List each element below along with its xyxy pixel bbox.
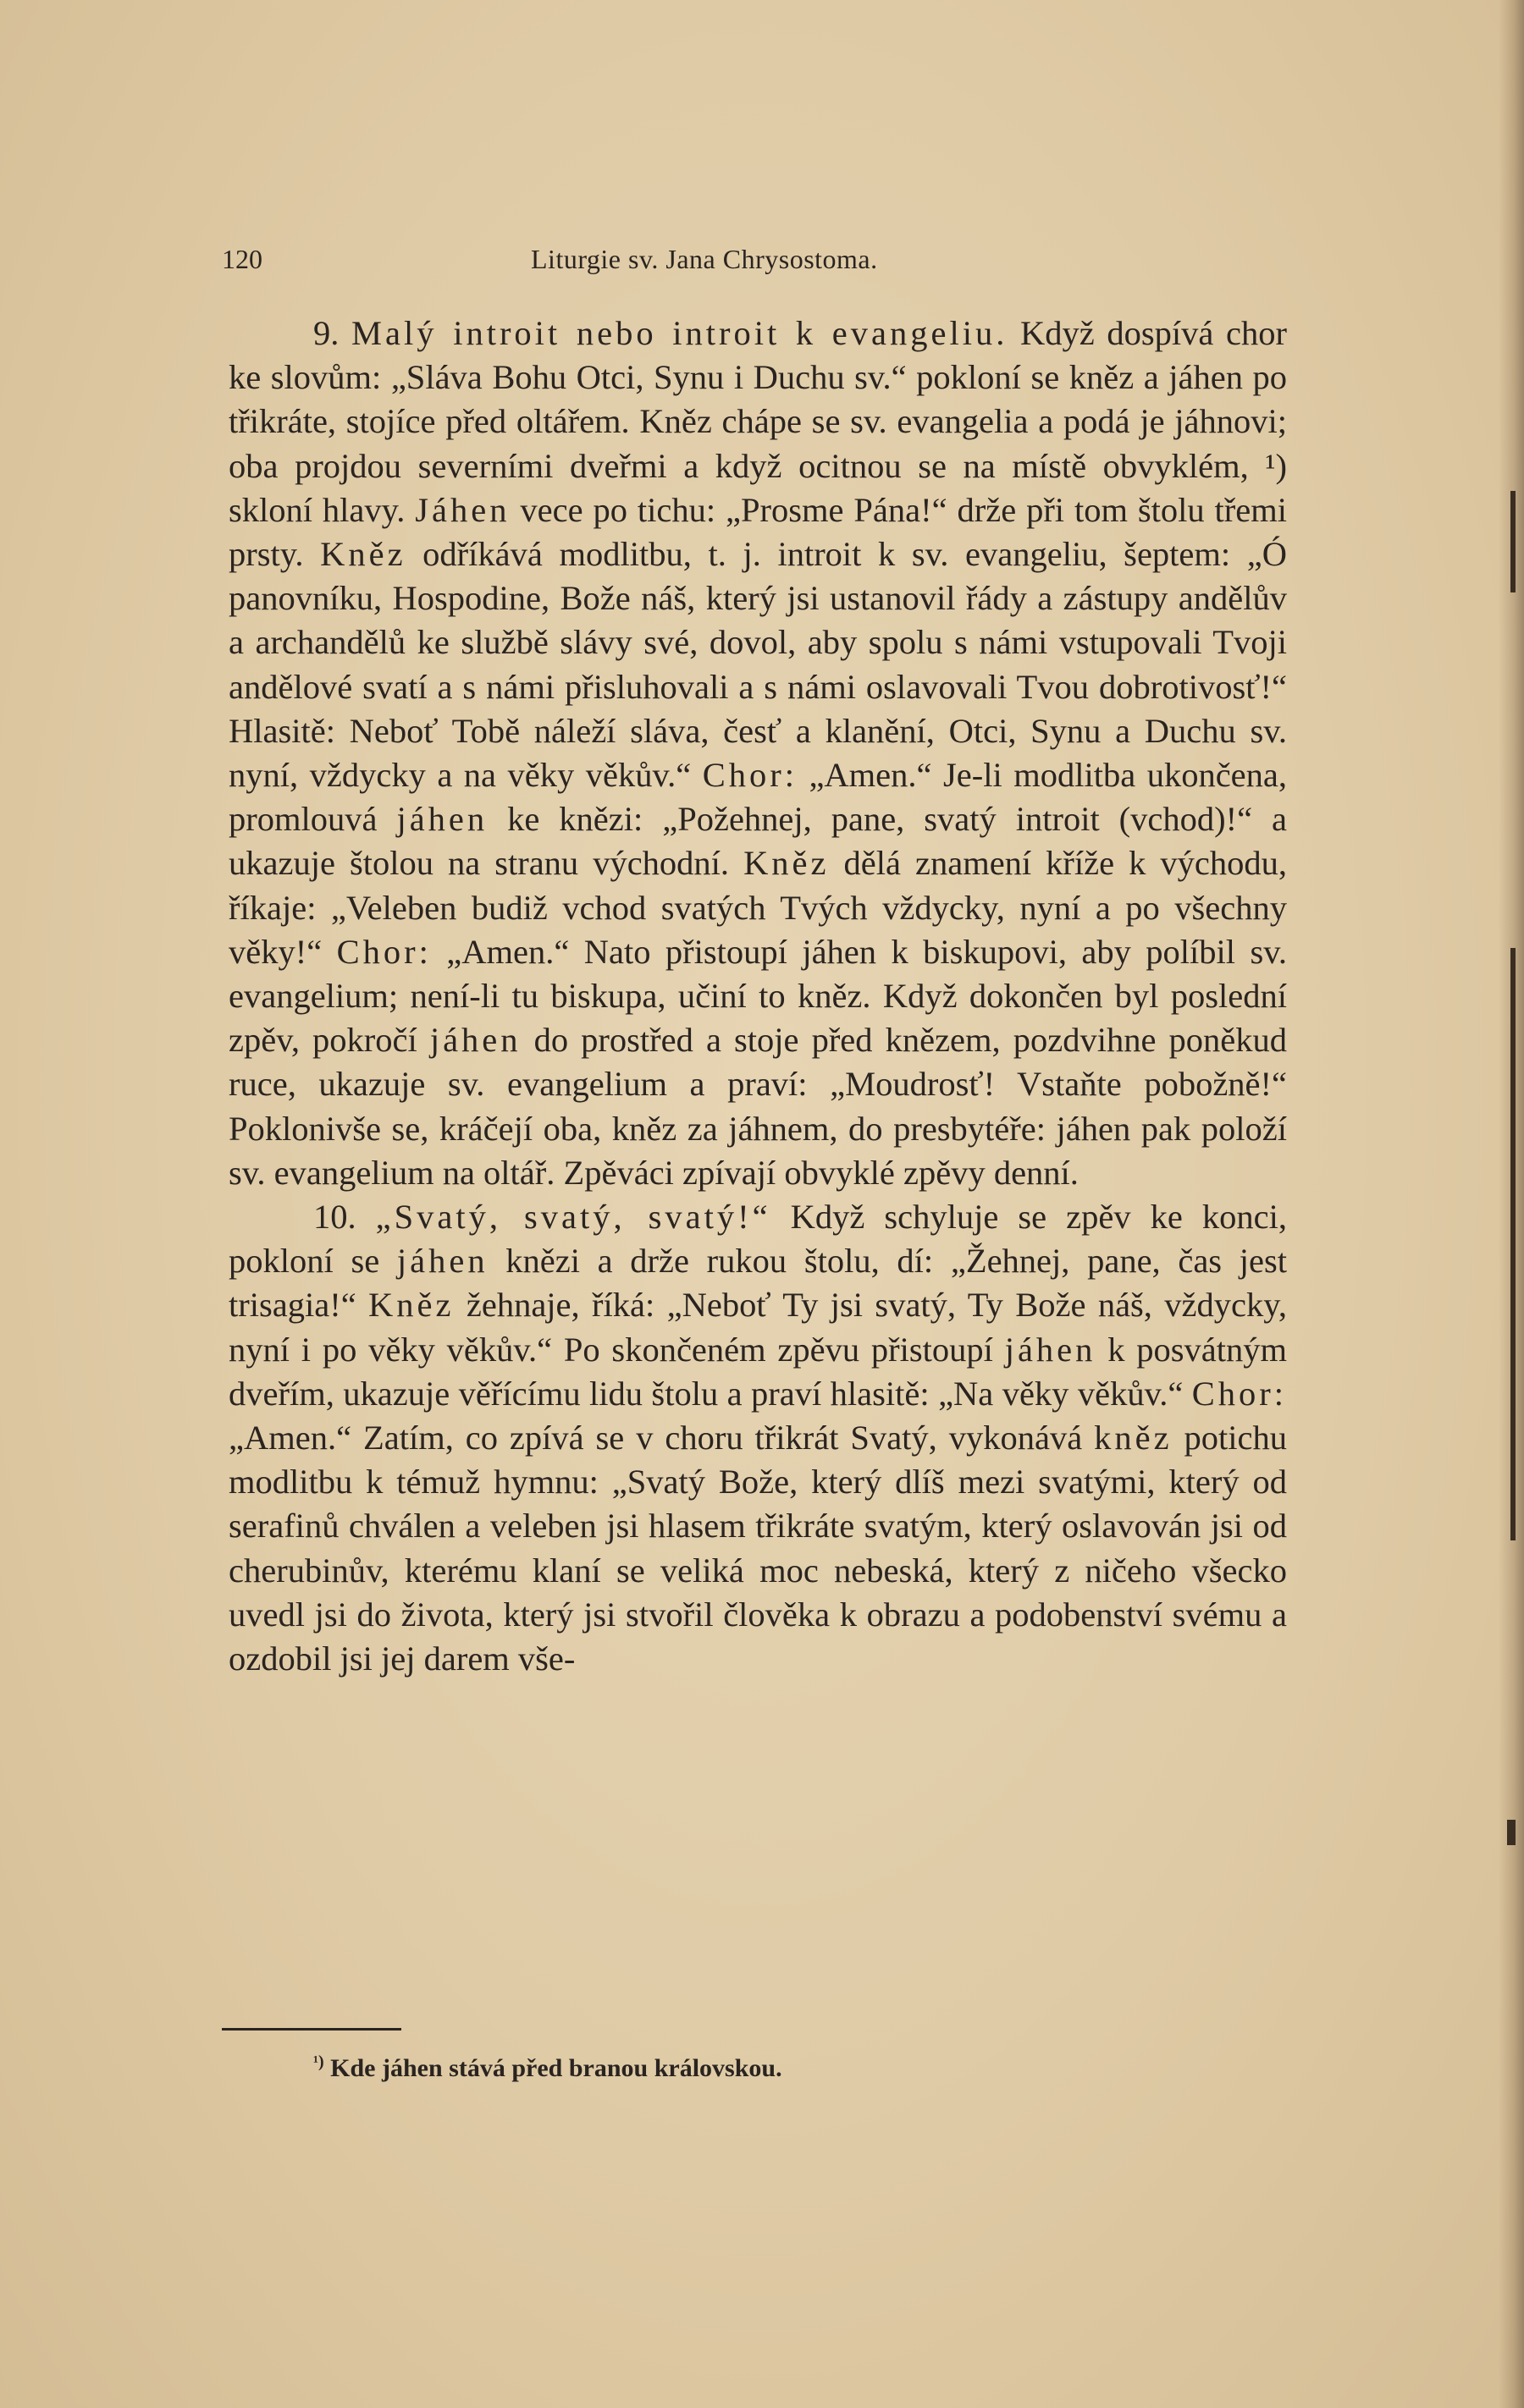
text-segment: žehnaje, říká: „Neboť Ty jsi svatý, Ty Bože náš, vždycky, nyní i po věky věkův.“ Po skončeném zpěvu přistoupí <box>229 1286 1287 1369</box>
text-segment: „Amen.“ Je-li modlitba ukončena, promlouvá <box>229 756 1288 839</box>
spaced-term: Jáhen <box>415 490 511 529</box>
spaced-term: jáhen <box>396 800 489 839</box>
spaced-term: Chor: <box>336 932 432 971</box>
text-segment: „Amen.“ Nato přistoupí jáhen k biskupovi, aby políbil sv. evangelium; není-li tu biskupa, učiní to kněz. Když dokončen byl poslední zpěv, pokročí <box>229 932 1287 1060</box>
spaced-term: jáhen <box>1004 1330 1096 1369</box>
spaced-heading: „Svatý, svatý, svatý!“ <box>375 1198 771 1237</box>
edge-mark <box>1510 491 1516 592</box>
text-segment: 9. <box>313 314 352 352</box>
spaced-term: jáhen <box>429 1021 522 1060</box>
text-segment: do prostřed a stoje před knězem, pozdvihne poněkud ruce, ukazuje sv. evangelium a praví: „Moudrosť! Vstaňte pobožně!“ Poklonivše se, kráčejí oba, kněz za jáhnem, do presbytéře: jáhen pak položí sv. evangelium na oltář. Zpěváci zpívají obvyklé zpěvy denní. <box>229 1021 1287 1192</box>
paragraph <box>229 311 1287 1195</box>
text-segment: vece po tichu: „Prosme Pána!“ drže při tom štolu třemi prsty. <box>229 490 1287 574</box>
spaced-term: kněz <box>1094 1419 1173 1457</box>
spaced-term: Chor: <box>1191 1374 1287 1413</box>
text-segment: Když schyluje se zpěv ke konci, pokloní se <box>229 1198 1288 1281</box>
edge-mark <box>1507 1820 1516 1845</box>
text-segment: „Amen.“ Zatím, co zpívá se v choru třikrát Svatý, vykonává <box>229 1419 1095 1457</box>
spaced-term: Kněz <box>743 844 830 883</box>
text-segment: potichu modlitbu k témuž hymnu: „Svatý Bože, který dlíš mezi svatými, který od serafinů chválen a veleben jsi hlasem třikráte svatým, který oslavován jsi od cherubinův, kterému klaní se veliká moc nebeská, který z ničeho všecko uvedl jsi do života, který jsi stvořil člověka k obrazu a podobenství svému a ozdobil jsi jej darem vše- <box>229 1419 1287 1678</box>
text-segment: ke knězi: „Požehnej, pane, svatý introit (vchod)!“ a ukazuje štolou na stranu východní. <box>229 800 1288 883</box>
edge-mark <box>1510 948 1516 1540</box>
text-segment: 10. <box>313 1198 376 1237</box>
page-number: 120 <box>222 244 262 274</box>
footnote <box>313 2053 782 2083</box>
spaced-term: Kněz <box>368 1286 455 1325</box>
text-segment: knězi a drže rukou štolu, dí: „Žehnej, pane, čas jest trisagia!“ <box>229 1242 1287 1325</box>
paragraph <box>229 1195 1287 1681</box>
running-title: Liturgie sv. Jana Chrysostoma. <box>531 244 878 274</box>
text-segment: k posvátným dveřím, ukazuje věřícímu lidu štolu a praví hlasitě: „Na věky věkův.“ <box>229 1330 1287 1413</box>
spaced-heading: Malý introit nebo introit k evangeliu. <box>351 314 1008 352</box>
spaced-term: jáhen <box>396 1242 489 1281</box>
spaced-term: Chor: <box>702 756 798 795</box>
text-segment: dělá znamení kříže k východu, říkaje: „Veleben budiž vchod svatých Tvých vždycky, nyní a po všechny věky!“ <box>229 844 1287 971</box>
body-text <box>229 311 1287 1681</box>
footnote-marker: ¹) <box>313 2053 324 2071</box>
spaced-term: Kněz <box>320 535 406 574</box>
page-header <box>222 244 1322 286</box>
footnote-text: Kde jáhen stává před branou královskou. <box>330 2054 782 2082</box>
text-segment: odříkává modlitbu, t. j. introit k sv. evangeliu, šeptem: „Ó panovníku, Hospodine, Bože náš, který jsi ustanovil řády a zástupy andělův a archandělů ke službě slávy své, dovol, aby spolu s námi vstupovali Tvoji andělové svatí a s námi přisluhovali a s námi oslavovali Tvou dobrotivosť!“ Hlasitě: Neboť Tobě náleží sláva, česť a klanění, Otci, Synu a Duchu sv. nyní, vždycky a na věky věkův.“ <box>229 535 1287 795</box>
footnote-divider <box>222 2028 401 2031</box>
text-segment: Když dospívá chor ke slovům: „Sláva Bohu Otci, Synu i Duchu sv.“ pokloní se kněz a jáhen po třikráte, stojíce před oltářem. Kněz chápe se sv. evangelia a podá je jáhnovi; oba projdou severními dveřmi a když ocitnou se na místě obvyklém, ¹) skloní hlavy. <box>229 314 1288 529</box>
